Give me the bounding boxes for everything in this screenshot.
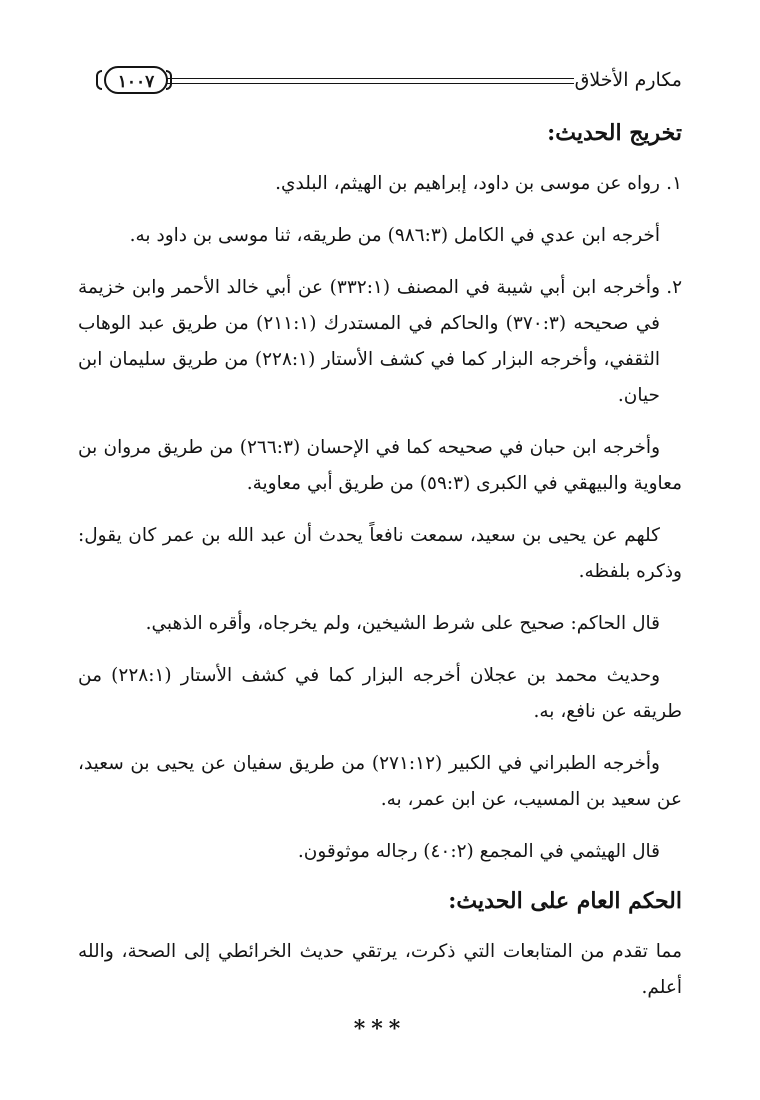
paragraph-6: قال الحاكم: صحيح على شرط الشيخين، ولم يخرجاه، وأقره الذهبي. <box>145 613 660 634</box>
header-double-rule <box>164 78 574 87</box>
paragraph-10: مما تقدم من المتابعات التي ذكرت، يرتقي حديث الخرائطي إلى الصحة، والله أعلم. <box>78 941 682 998</box>
paragraph-2: أخرجه ابن عدي في الكامل (٩٨٦:٣) من طريقه، ثنا موسى بن داود به. <box>129 225 660 246</box>
page-header <box>96 66 682 100</box>
paragraph-3 <box>78 270 682 414</box>
paragraph-1 <box>78 166 682 202</box>
section-heading-hukm: الحكم العام على الحديث: <box>448 888 682 914</box>
page-number-ornament-right <box>166 70 172 90</box>
item-number-2: ٢. <box>666 277 683 298</box>
section-heading-takhrij: تخريج الحديث: <box>547 120 682 146</box>
page-number: ١٠٠٧ <box>104 66 168 94</box>
running-title: مكارم الأخلاق <box>574 69 682 91</box>
section-separator-stars: *** <box>353 1016 407 1042</box>
paragraph-9: قال الهيثمي في المجمع (٤٠:٢) رجاله موثوقون. <box>297 841 660 862</box>
paragraph-8: وأخرجه الطبراني في الكبير (٢٧١:١٢) من طريق سفيان عن يحيى بن سعيد، عن سعيد بن المسيب، عن ابن عمر، به. <box>78 753 682 810</box>
page-body <box>78 118 682 1042</box>
paragraph-5: كلهم عن يحيى بن سعيد، سمعت نافعاً يحدث أن عبد الله بن عمر كان يقول: وذكره بلفظه. <box>78 525 682 582</box>
item-number-1: ١. <box>666 173 682 194</box>
paragraph-1-text: رواه عن موسى بن داود، إبراهيم بن الهيثم، البلدي. <box>275 173 660 194</box>
paragraph-3-text: وأخرجه ابن أبي شيبة في المصنف (٣٣٢:١) عن أبي خالد الأحمر وابن خزيمة في صحيحه (٣٧٠:٣) والحاكم في المستدرك (٢١١:١) من طريق عبد الوهاب الثقفي، وأخرجه البزار كما في كشف الأستار (٢٢٨:١) من طريق سليمان ابن حيان. <box>78 277 661 406</box>
paragraph-7: وحديث محمد بن عجلان أخرجه البزار كما في كشف الأستار (٢٢٨:١) من طريقه عن نافع، به. <box>78 665 682 722</box>
paragraph-4: وأخرجه ابن حبان في صحيحه كما في الإحسان (٢٦٦:٣) من طريق مروان بن معاوية والبيهقي في الكبرى (٥٩:٣) من طريق أبي معاوية. <box>78 437 682 494</box>
page-number-ornament-left <box>96 70 102 90</box>
